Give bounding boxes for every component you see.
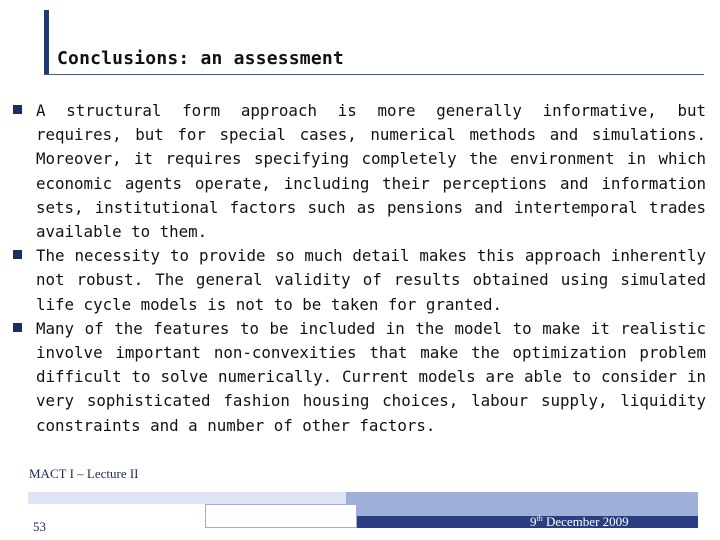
bullet-text: The necessity to provide so much detail makes this approach inherently not robust. The general validity of results obtained using simulated life cycle models is not to be taken for granted. <box>36 246 706 314</box>
square-bullet-icon <box>13 105 22 114</box>
square-bullet-icon <box>13 323 22 332</box>
footer-bar-outline <box>205 504 357 528</box>
slide-date <box>530 514 629 530</box>
date-rest: December 2009 <box>542 514 629 529</box>
bullet-text: Many of the features to be included in the model to make it realistic involve important non-convexities that make the optimization problem difficult to solve numerically. Current models are able to consider in very sophisticated fashion housing choices, labour supply, liquidity constraints and a number of other factors. <box>36 318 706 435</box>
square-bullet-icon <box>13 250 22 259</box>
bullet-text: A structural form approach is more generally informative, but requires, but for special cases, numerical methods and simulations. Moreover, it requires specifying completely the environment in which economic agents operate, including their perceptions and information sets, institutional factors such as pensions and intertemporal trades available to them. <box>36 101 706 242</box>
slide-title: Conclusions: an assessment <box>57 48 344 69</box>
date-day: 9 <box>530 514 537 529</box>
footer-bar-dark <box>357 516 698 528</box>
footer-bar-light <box>28 492 346 504</box>
date-suffix: th <box>536 514 543 523</box>
course-label: MACT I – Lecture II <box>29 466 139 481</box>
title-underline <box>44 74 704 75</box>
bullet-item <box>36 244 706 317</box>
slide-number: 53 <box>33 519 46 534</box>
bullet-item <box>36 317 706 438</box>
bullet-item <box>36 99 706 244</box>
footer-bar-mid <box>346 492 698 516</box>
bullet-list <box>36 99 706 438</box>
title-accent-vertical-bar <box>44 10 49 75</box>
